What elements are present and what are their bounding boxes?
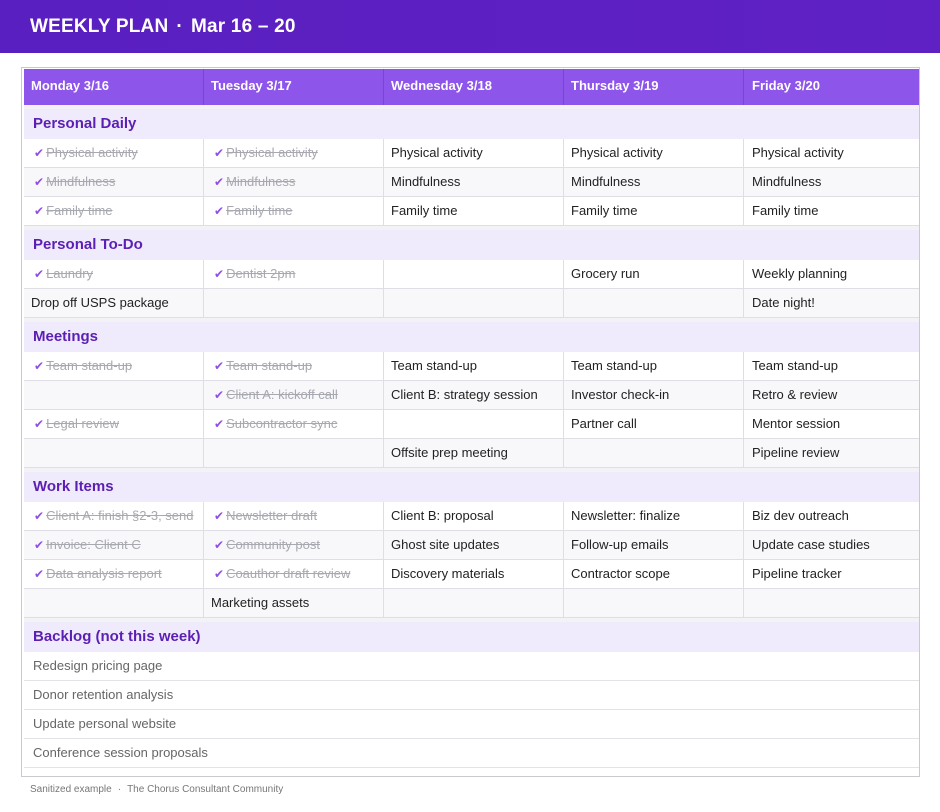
table-row: [24, 439, 919, 468]
task-cell[interactable]: [564, 197, 744, 225]
task-cell[interactable]: [24, 197, 204, 225]
task-text: Contractor scope: [571, 566, 670, 581]
task-cell[interactable]: [204, 560, 384, 588]
section-title: Personal Daily: [24, 109, 919, 139]
task-cell[interactable]: [204, 260, 384, 288]
checkmark-icon: ✔: [34, 204, 45, 218]
checkmark-icon: ✔: [34, 267, 45, 281]
task-text: Family time: [752, 203, 819, 218]
task-cell[interactable]: [24, 289, 204, 317]
backlog-title: Backlog (not this week): [24, 622, 919, 652]
task-text: Team stand-up: [46, 358, 133, 373]
task-cell[interactable]: [744, 560, 919, 588]
task-text: Date night!: [752, 295, 815, 310]
task-cell[interactable]: [24, 260, 204, 288]
backlog-item[interactable]: Conference session proposals: [24, 739, 919, 768]
task-text: Dentist 2pm: [226, 266, 296, 281]
backlog-list: [24, 652, 919, 768]
task-cell[interactable]: [384, 289, 564, 317]
task-cell[interactable]: [24, 410, 204, 438]
table-body: [24, 69, 919, 768]
task-cell[interactable]: [384, 197, 564, 225]
task-cell[interactable]: [384, 168, 564, 196]
task-text: Partner call: [571, 416, 637, 431]
task-text: Mindfulness: [571, 174, 641, 189]
task-text: Subcontractor sync: [226, 416, 338, 431]
task-text: Family time: [226, 203, 293, 218]
footer-separator: ·: [117, 784, 122, 795]
task-cell[interactable]: [744, 589, 919, 617]
task-cell[interactable]: [744, 139, 919, 167]
task-cell[interactable]: [744, 531, 919, 559]
task-cell[interactable]: [384, 531, 564, 559]
checkmark-icon: ✔: [34, 538, 45, 552]
footer-right: The Chorus Consultant Community: [127, 784, 284, 795]
task-cell[interactable]: [564, 381, 744, 409]
table-row: [24, 260, 919, 289]
task-text: Mindfulness: [46, 174, 116, 189]
task-text: Invoice: Client C: [46, 537, 141, 552]
task-cell[interactable]: [24, 168, 204, 196]
sections-container: [24, 105, 919, 618]
task-cell[interactable]: [24, 439, 204, 467]
task-text: Biz dev outreach: [752, 508, 849, 523]
task-cell[interactable]: [204, 197, 384, 225]
task-text: Team stand-up: [391, 358, 477, 373]
checkmark-icon: ✔: [214, 388, 225, 402]
checkmark-icon: ✔: [34, 509, 45, 523]
checkmark-icon: ✔: [214, 538, 225, 552]
task-text: Family time: [571, 203, 638, 218]
task-cell[interactable]: [744, 197, 919, 225]
task-cell[interactable]: [744, 410, 919, 438]
day-header-wednesday: Wednesday 3/18: [384, 69, 564, 105]
task-cell[interactable]: [204, 589, 384, 617]
table-row: [24, 381, 919, 410]
day-header-tuesday: Tuesday 3/17: [204, 69, 384, 105]
task-text: Physical activity: [571, 145, 663, 160]
task-text: Newsletter draft: [226, 508, 318, 523]
task-cell[interactable]: [384, 410, 564, 438]
task-text: Client B: proposal: [391, 508, 494, 523]
task-cell[interactable]: [744, 502, 919, 530]
task-text: Legal review: [46, 416, 120, 431]
table-row: [24, 139, 919, 168]
table-row: [24, 168, 919, 197]
task-cell[interactable]: [384, 502, 564, 530]
task-text: Team stand-up: [752, 358, 838, 373]
task-cell[interactable]: [204, 502, 384, 530]
table-row: [24, 560, 919, 589]
task-text: Mindfulness: [226, 174, 296, 189]
day-header-row: [24, 69, 919, 105]
task-text: Client B: strategy session: [391, 387, 538, 402]
task-text: Mentor session: [752, 416, 841, 431]
task-cell[interactable]: [384, 560, 564, 588]
section-title: Work Items: [24, 472, 919, 502]
task-text: Newsletter: finalize: [571, 508, 681, 523]
task-text: Data analysis report: [46, 566, 162, 581]
task-cell[interactable]: [384, 589, 564, 617]
task-cell[interactable]: [204, 352, 384, 380]
task-cell[interactable]: [204, 410, 384, 438]
task-cell[interactable]: [564, 531, 744, 559]
page-title: WEEKLY PLAN: [30, 16, 169, 37]
task-text: Grocery run: [571, 266, 640, 281]
table-row: [24, 531, 919, 560]
task-text: Mindfulness: [752, 174, 822, 189]
task-cell[interactable]: [564, 260, 744, 288]
task-cell[interactable]: [384, 139, 564, 167]
checkmark-icon: ✔: [214, 417, 225, 431]
task-text: Discovery materials: [391, 566, 505, 581]
task-cell[interactable]: [384, 352, 564, 380]
task-cell[interactable]: [564, 168, 744, 196]
task-cell[interactable]: [24, 139, 204, 167]
task-cell[interactable]: [204, 439, 384, 467]
table-row: [24, 197, 919, 226]
task-cell[interactable]: [24, 531, 204, 559]
day-header-monday: Monday 3/16: [24, 69, 204, 105]
section-title: Personal To-Do: [24, 230, 919, 260]
task-cell[interactable]: [204, 168, 384, 196]
task-cell[interactable]: [564, 352, 744, 380]
title-separator: ·: [176, 16, 183, 37]
task-text: Pipeline tracker: [752, 566, 842, 581]
checkmark-icon: ✔: [214, 509, 225, 523]
table-row: [24, 410, 919, 439]
task-text: Weekly planning: [752, 266, 848, 281]
task-cell[interactable]: [744, 289, 919, 317]
checkmark-icon: ✔: [214, 204, 225, 218]
task-text: Family time: [46, 203, 113, 218]
task-text: Pipeline review: [752, 445, 840, 460]
task-cell[interactable]: [564, 502, 744, 530]
checkmark-icon: ✔: [34, 567, 45, 581]
task-cell[interactable]: [24, 352, 204, 380]
footer: [30, 784, 283, 795]
task-cell[interactable]: [384, 260, 564, 288]
backlog-item[interactable]: Redesign pricing page: [24, 652, 919, 681]
checkmark-icon: ✔: [214, 567, 225, 581]
task-cell[interactable]: [564, 139, 744, 167]
task-text: Laundry: [46, 266, 94, 281]
task-cell[interactable]: [384, 381, 564, 409]
task-cell[interactable]: [564, 560, 744, 588]
task-cell[interactable]: [564, 589, 744, 617]
section-title: Meetings: [24, 322, 919, 352]
task-cell[interactable]: [204, 289, 384, 317]
task-text: Retro & review: [752, 387, 838, 402]
task-cell[interactable]: [204, 381, 384, 409]
task-text: Client A: finish §2-3, send: [46, 508, 194, 523]
weekly-plan-table: [21, 67, 920, 777]
task-cell[interactable]: [744, 439, 919, 467]
backlog-item[interactable]: Donor retention analysis: [24, 681, 919, 710]
day-header-thursday: Thursday 3/19: [564, 69, 744, 105]
task-cell[interactable]: [204, 531, 384, 559]
task-text: Mindfulness: [391, 174, 461, 189]
task-cell[interactable]: [24, 589, 204, 617]
task-cell[interactable]: [744, 352, 919, 380]
table-row: [24, 289, 919, 318]
task-text: Marketing assets: [211, 595, 310, 610]
checkmark-icon: ✔: [34, 359, 45, 373]
task-cell[interactable]: [24, 381, 204, 409]
checkmark-icon: ✔: [214, 175, 225, 189]
task-cell[interactable]: [744, 260, 919, 288]
task-text: Physical activity: [391, 145, 483, 160]
task-text: Ghost site updates: [391, 537, 500, 552]
task-cell[interactable]: [384, 439, 564, 467]
task-cell[interactable]: [24, 560, 204, 588]
task-cell[interactable]: [564, 289, 744, 317]
date-range: Mar 16 – 20: [190, 16, 296, 37]
checkmark-icon: ✔: [214, 359, 225, 373]
checkmark-icon: ✔: [34, 175, 45, 189]
day-header-friday: Friday 3/20: [752, 78, 820, 93]
footer-left: Sanitized example: [30, 784, 112, 795]
task-cell[interactable]: [24, 502, 204, 530]
task-cell[interactable]: [564, 410, 744, 438]
task-cell[interactable]: [204, 139, 384, 167]
task-text: Physical activity: [226, 145, 318, 160]
checkmark-icon: ✔: [34, 146, 45, 160]
task-text: Team stand-up: [571, 358, 657, 373]
page-header: [0, 0, 940, 53]
task-text: Drop off USPS package: [31, 295, 169, 310]
task-text: Team stand-up: [226, 358, 313, 373]
table-row: [24, 589, 919, 618]
task-text: Client A: kickoff call: [226, 387, 338, 402]
task-text: Physical activity: [752, 145, 844, 160]
checkmark-icon: ✔: [214, 146, 225, 160]
task-text: Physical activity: [46, 145, 138, 160]
task-text: Update case studies: [752, 537, 870, 552]
task-cell[interactable]: [744, 168, 919, 196]
checkmark-icon: ✔: [34, 417, 45, 431]
table-row: [24, 502, 919, 531]
checkmark-icon: ✔: [214, 267, 225, 281]
task-cell[interactable]: [744, 381, 919, 409]
backlog-item[interactable]: Update personal website: [24, 710, 919, 739]
task-text: Community post: [226, 537, 320, 552]
table-row: [24, 352, 919, 381]
task-text: Follow-up emails: [571, 537, 669, 552]
task-text: Family time: [391, 203, 458, 218]
task-cell[interactable]: [564, 439, 744, 467]
task-text: Investor check-in: [571, 387, 670, 402]
task-text: Coauthor draft review: [226, 566, 351, 581]
task-text: Offsite prep meeting: [391, 445, 508, 460]
